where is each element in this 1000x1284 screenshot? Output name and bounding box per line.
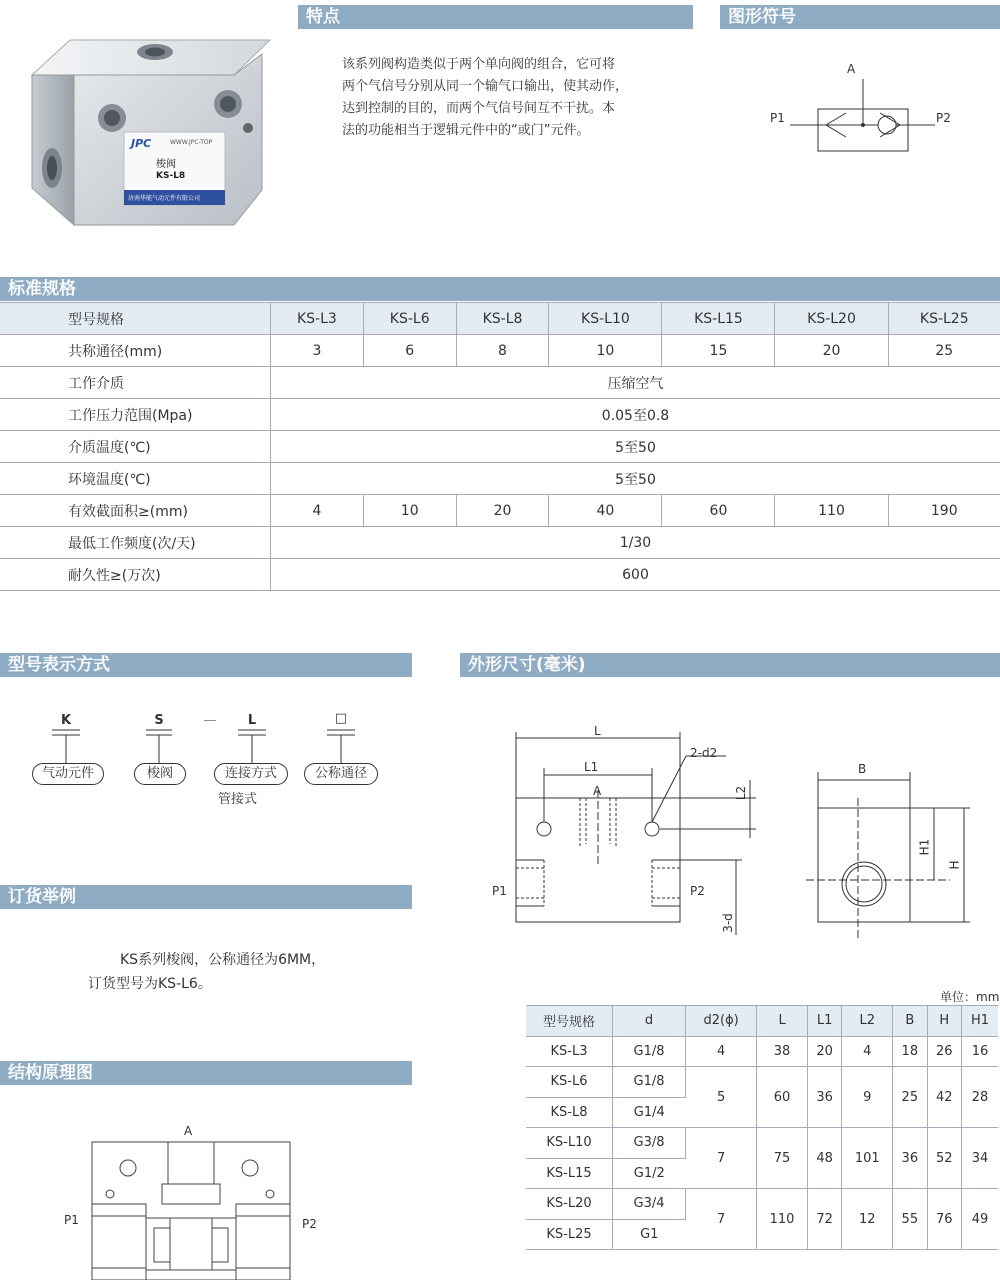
table-cell: G1/8	[613, 1067, 686, 1098]
spec-header-cell: KS-L10	[549, 303, 662, 335]
code-sub-label: 管接式	[218, 788, 257, 807]
header-order: 订货举例	[0, 885, 412, 909]
table-cell: 10	[363, 495, 456, 527]
dim-header-cell: 型号规格	[526, 1006, 613, 1037]
dim-label-l1: L1	[584, 760, 598, 774]
code-dash: —	[190, 713, 230, 728]
code-label-pneumatic: 气动元件	[32, 763, 104, 785]
label-brand: JPC	[131, 137, 151, 150]
table-cell: 75	[757, 1128, 808, 1189]
dim-header-cell: H	[927, 1006, 961, 1037]
table-cell: 48	[807, 1128, 841, 1189]
dim-header-row	[526, 1006, 998, 1037]
table-row	[0, 527, 1000, 559]
table-cell: 5	[686, 1067, 757, 1128]
table-cell: G1/4	[613, 1097, 686, 1128]
table-cell: 40	[549, 495, 662, 527]
table-cell: 34	[962, 1128, 999, 1189]
label-name: 梭阀	[156, 155, 176, 170]
table-cell: 4	[842, 1036, 893, 1067]
table-cell: 28	[962, 1067, 999, 1128]
spec-header-cell: KS-L8	[456, 303, 549, 335]
label-model: KS-L8	[156, 171, 185, 181]
dim-label-a: A	[593, 784, 601, 798]
table-cell: 20	[807, 1036, 841, 1067]
table-cell: 49	[962, 1189, 999, 1250]
row-label: 介质温度(℃)	[0, 431, 271, 463]
table-cell: 110	[775, 495, 888, 527]
header-model-code: 型号表示方式	[0, 653, 412, 677]
table-row	[0, 463, 1000, 495]
table-cell: KS-L3	[526, 1036, 613, 1067]
row-label: 最低工作频度(次/天)	[0, 527, 271, 559]
code-l: L	[237, 713, 267, 728]
header-structure: 结构原理图	[0, 1061, 412, 1085]
structure-label-p2: P2	[302, 1217, 317, 1231]
order-line: KS系列梭阀，公称通径为6MM，	[0, 948, 412, 972]
model-code-diagram	[0, 710, 412, 820]
spec-header-cell: KS-L25	[888, 303, 1000, 335]
symbol-diagram	[760, 55, 980, 165]
dim-label-h1: H1	[917, 839, 931, 856]
table-cell: 52	[927, 1128, 961, 1189]
dimension-table	[526, 1005, 998, 1250]
header-spec: 标准规格	[0, 277, 1000, 301]
order-text	[0, 948, 412, 996]
table-cell: 36	[807, 1067, 841, 1128]
header-dimensions: 外形尺寸(毫米)	[460, 653, 1000, 677]
table-cell: 60	[662, 495, 775, 527]
table-cell: 38	[757, 1036, 808, 1067]
dim-label-p1: P1	[492, 884, 507, 898]
table-cell: 15	[662, 335, 775, 367]
label-site: WWW.JPC-TOP	[170, 139, 212, 146]
symbol-label-p2: P2	[936, 111, 951, 125]
dim-label-h: H	[948, 860, 962, 869]
spec-header-cell: KS-L20	[775, 303, 888, 335]
code-box: □	[326, 711, 356, 726]
table-row	[0, 559, 1000, 591]
table-cell: 9	[842, 1067, 893, 1128]
symbol-label-a: A	[847, 62, 855, 76]
row-label: 工作介质	[0, 367, 271, 399]
table-cell: KS-L25	[526, 1219, 613, 1250]
dim-header-cell: H1	[962, 1006, 999, 1037]
dim-label-b: B	[858, 762, 866, 776]
table-cell: 25	[893, 1067, 927, 1128]
table-cell-merged: 0.05至0.8	[271, 399, 1000, 431]
spec-table	[0, 302, 1000, 591]
table-cell: 12	[842, 1189, 893, 1250]
table-cell: 190	[888, 495, 1000, 527]
spec-header-cell: 型号规格	[0, 303, 271, 335]
table-cell: 26	[927, 1036, 961, 1067]
table-cell: 42	[927, 1067, 961, 1128]
table-cell: 3	[271, 335, 364, 367]
table-row	[526, 1036, 998, 1067]
table-cell: 16	[962, 1036, 999, 1067]
table-row	[526, 1067, 998, 1098]
features-line: 两个气信号分别从同一个输气口输出，使其动作，	[342, 76, 682, 98]
spec-header-cell: KS-L15	[662, 303, 775, 335]
row-label: 工作压力范围(Mpa)	[0, 399, 271, 431]
dim-label-l2: L2	[734, 786, 748, 800]
dim-header-cell: d2(ɸ)	[686, 1006, 757, 1037]
dim-header-cell: L	[757, 1006, 808, 1037]
dimension-drawing	[480, 720, 1000, 980]
table-cell-merged: 600	[271, 559, 1000, 591]
table-cell: 20	[775, 335, 888, 367]
code-s: S	[144, 713, 174, 728]
table-cell: 18	[893, 1036, 927, 1067]
header-symbol: 图形符号	[720, 5, 1000, 29]
table-cell: 76	[927, 1189, 961, 1250]
row-label: 有效截面积≥(mm)	[0, 495, 271, 527]
features-text	[342, 54, 682, 142]
table-cell: G1	[613, 1219, 686, 1250]
row-label: 耐久性≥(万次)	[0, 559, 271, 591]
code-k: K	[51, 713, 81, 728]
table-row	[0, 399, 1000, 431]
table-cell-merged: 5至50	[271, 463, 1000, 495]
header-features: 特点	[298, 5, 693, 29]
table-cell: 4	[271, 495, 364, 527]
table-cell-merged: 1/30	[271, 527, 1000, 559]
structure-diagram	[50, 1120, 350, 1280]
dim-header-cell: d	[613, 1006, 686, 1037]
structure-label-a: A	[184, 1124, 192, 1138]
table-row	[0, 335, 1000, 367]
table-row	[526, 1189, 998, 1220]
table-row	[526, 1128, 998, 1159]
table-cell: G3/8	[613, 1128, 686, 1159]
table-cell: 72	[807, 1189, 841, 1250]
unit-label: 单位：mm	[940, 988, 999, 1005]
dim-label-d2: 2-d2	[690, 746, 717, 760]
table-cell: KS-L10	[526, 1128, 613, 1159]
table-cell: 25	[888, 335, 1000, 367]
table-row	[0, 367, 1000, 399]
code-label-shuttle: 梭阀	[134, 763, 186, 785]
table-cell: 101	[842, 1128, 893, 1189]
spec-header-cell: KS-L3	[271, 303, 364, 335]
table-cell: KS-L20	[526, 1189, 613, 1220]
spec-header-row	[0, 303, 1000, 335]
table-cell: KS-L8	[526, 1097, 613, 1128]
features-line: 达到控制的目的，而两个气信号间互不干扰。本	[342, 98, 682, 120]
dim-header-cell: L1	[807, 1006, 841, 1037]
table-cell: G1/2	[613, 1158, 686, 1189]
table-cell: 8	[456, 335, 549, 367]
table-cell: G3/4	[613, 1189, 686, 1220]
table-cell: 4	[686, 1036, 757, 1067]
table-cell: 10	[549, 335, 662, 367]
code-label-connection: 连接方式	[214, 763, 288, 785]
dim-label-l: L	[594, 724, 601, 738]
table-cell: 110	[757, 1189, 808, 1250]
table-cell: 55	[893, 1189, 927, 1250]
order-line: 订货型号为KS-L6。	[0, 972, 412, 996]
spec-header-cell: KS-L6	[363, 303, 456, 335]
structure-label-p1: P1	[64, 1213, 79, 1227]
code-label-nominal: 公称通径	[304, 763, 378, 785]
table-cell: 36	[893, 1128, 927, 1189]
table-row	[0, 431, 1000, 463]
row-label: 环境温度(℃)	[0, 463, 271, 495]
table-cell: G1/8	[613, 1036, 686, 1067]
product-photo	[0, 0, 290, 240]
dim-label-d: 3-d	[721, 913, 735, 933]
table-cell: KS-L6	[526, 1067, 613, 1098]
row-label: 共称通径(mm)	[0, 335, 271, 367]
table-cell: 7	[686, 1189, 757, 1250]
dim-header-cell: L2	[842, 1006, 893, 1037]
table-row	[0, 495, 1000, 527]
table-cell: 6	[363, 335, 456, 367]
features-line: 该系列阀构造类似于两个单向阀的组合，它可将	[342, 54, 682, 76]
dim-header-cell: B	[893, 1006, 927, 1037]
table-cell: 20	[456, 495, 549, 527]
features-line: 法的功能相当于逻辑元件中的“或门”元件。	[342, 120, 682, 142]
symbol-label-p1: P1	[770, 111, 785, 125]
table-cell: 7	[686, 1128, 757, 1189]
table-cell: 60	[757, 1067, 808, 1128]
table-cell-merged: 5至50	[271, 431, 1000, 463]
table-cell-merged: 压缩空气	[271, 367, 1000, 399]
label-company: 济南华能气动元件有限公司	[128, 193, 200, 202]
table-cell: KS-L15	[526, 1158, 613, 1189]
dim-label-p2: P2	[690, 884, 705, 898]
